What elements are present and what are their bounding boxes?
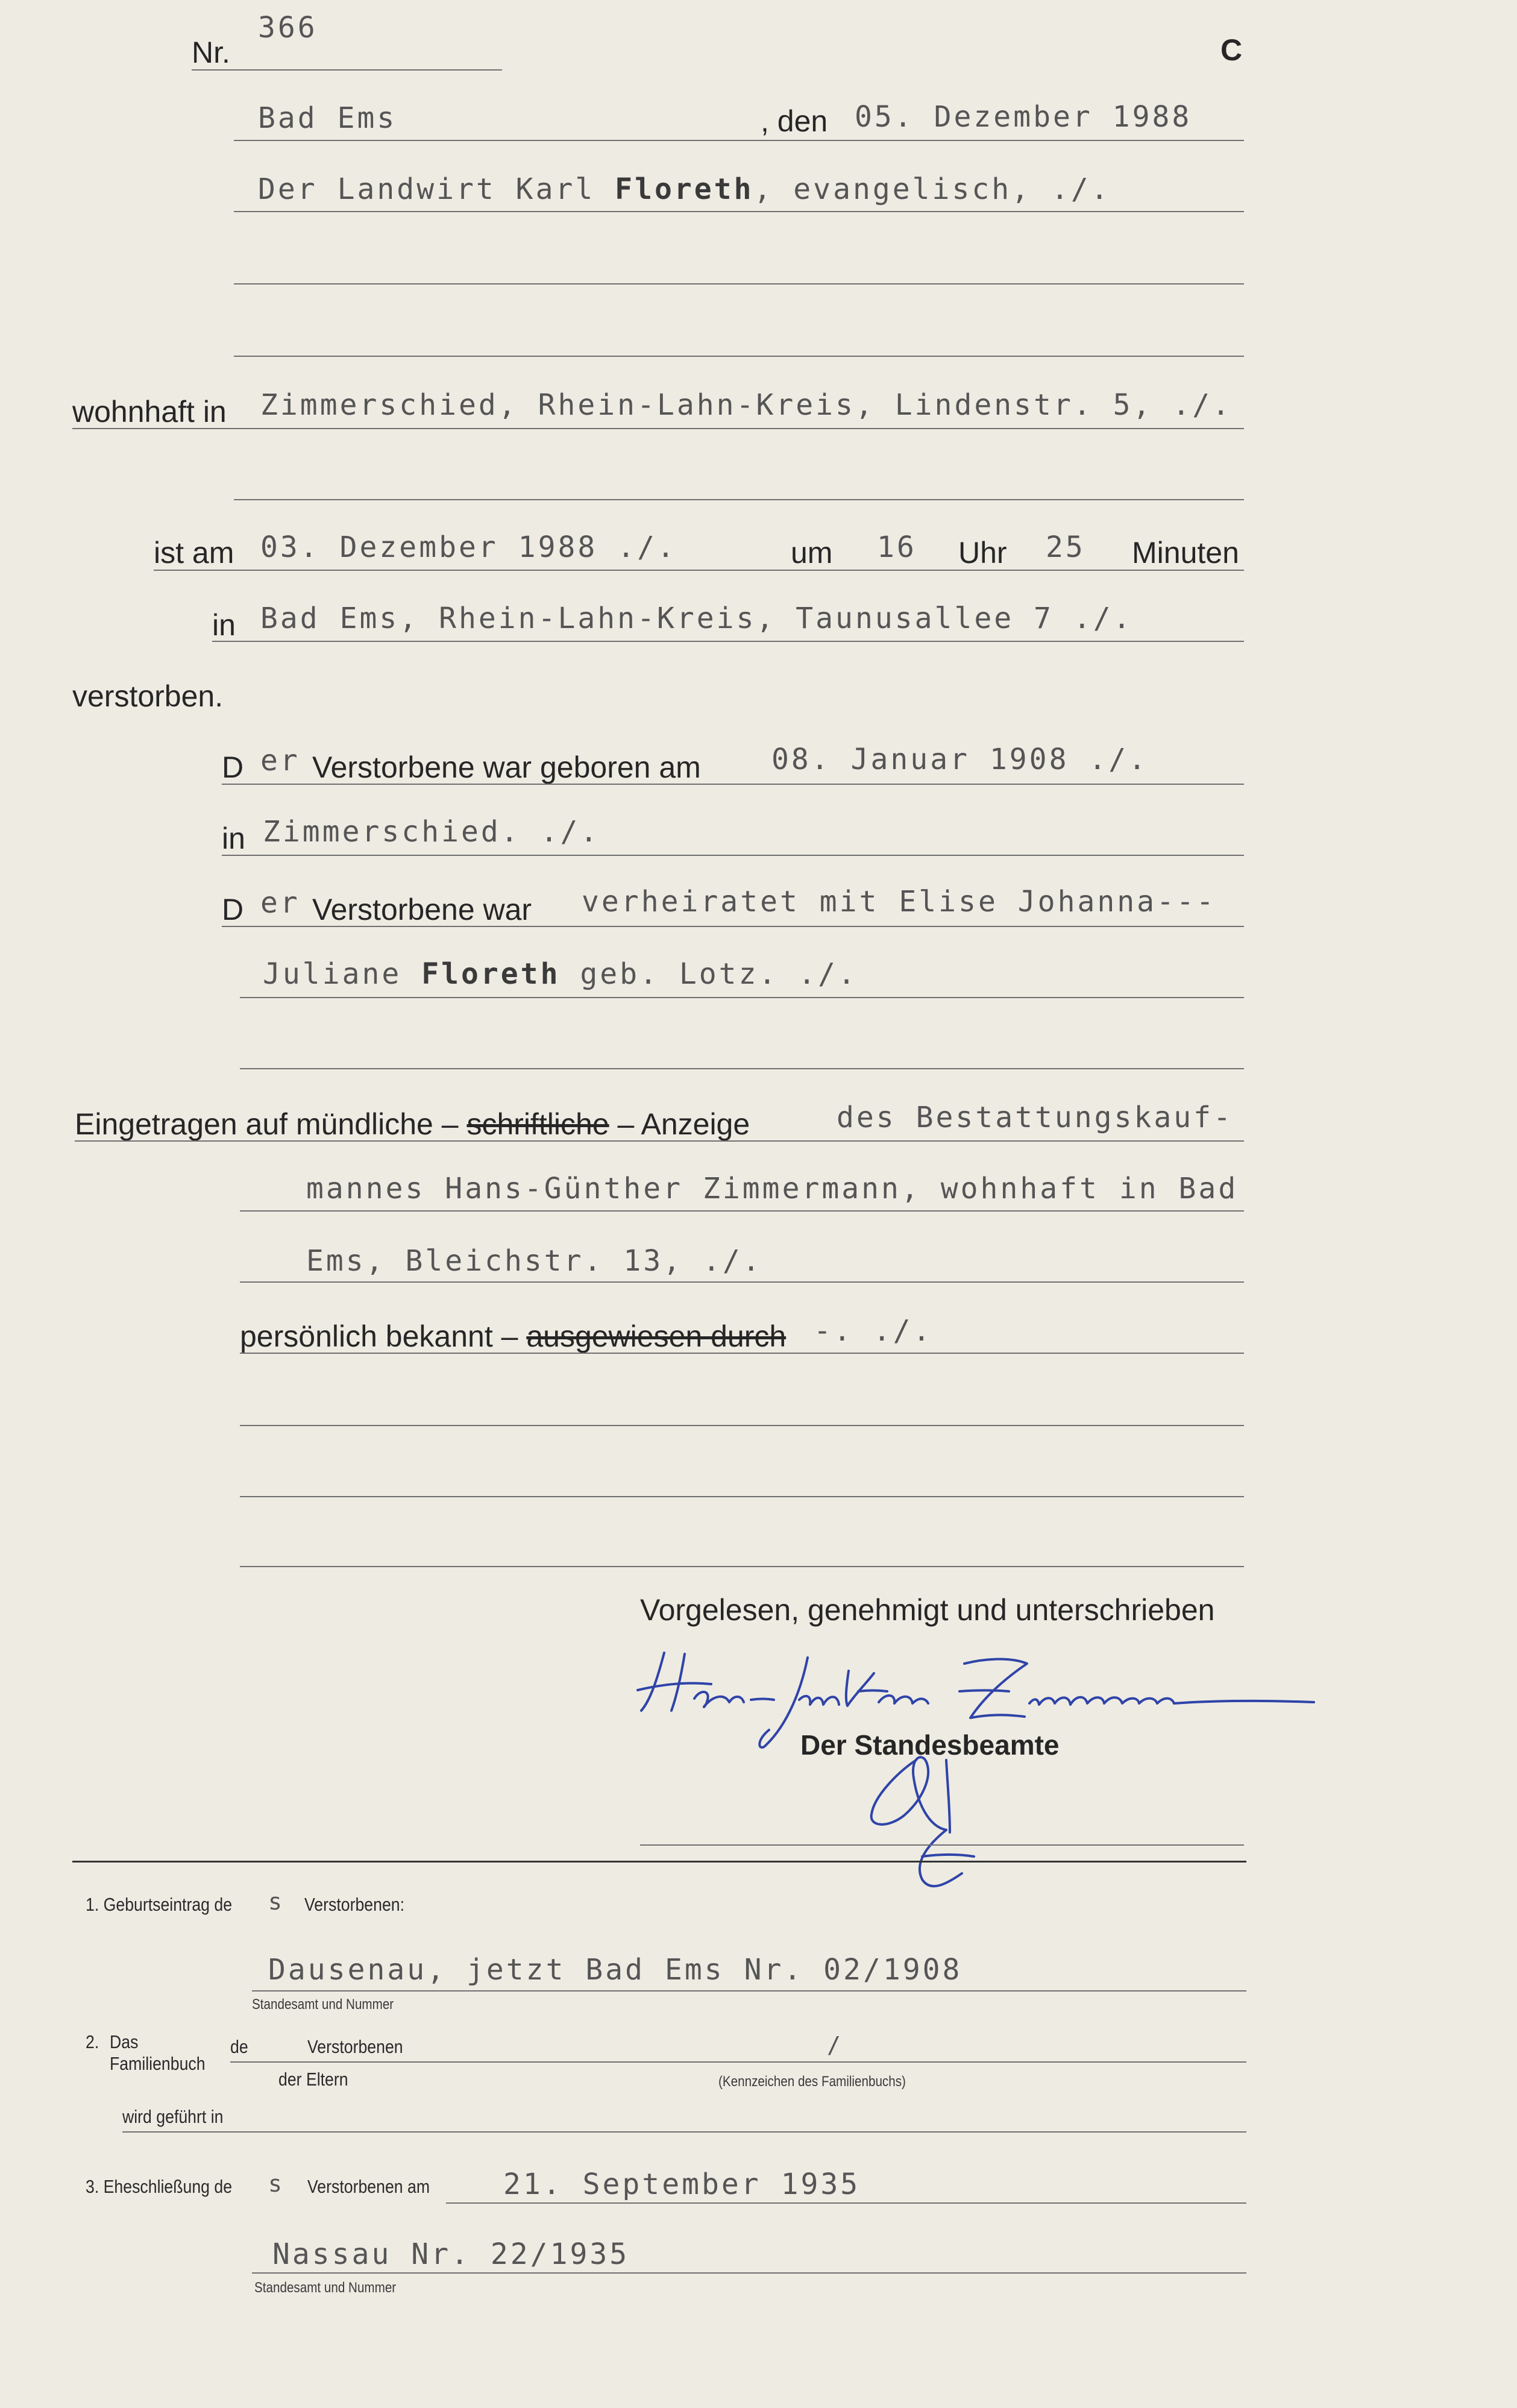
place-date-line (234, 140, 1244, 141)
marital-underline-1 (222, 926, 1244, 927)
identification-label (240, 1321, 786, 1351)
person-line-3 (234, 356, 1244, 357)
record-date: 05. Dezember 1988 (855, 100, 1192, 134)
birth-line (222, 784, 1244, 785)
family-book-line (230, 2061, 1246, 2063)
birth-entry-label: 1. Geburtseintrag de (86, 1894, 233, 1915)
deceased-description (258, 172, 1111, 206)
birth-er-typed: er (260, 744, 300, 778)
marriage-date-line (446, 2202, 1246, 2204)
kept-in-label: wird geführt in (122, 2106, 224, 2127)
registration-oral: Eingetragen auf mündliche – (75, 1107, 467, 1141)
birth-place-line (222, 855, 1244, 856)
identification-line (240, 1353, 1244, 1354)
registration-underline-3 (240, 1281, 1244, 1283)
marital-er-typed: er (260, 886, 300, 920)
identified-by-struck: ausgewiesen durch (526, 1319, 787, 1353)
death-place: Bad Ems, Rhein-Lahn-Kreis, Taunusallee 7 ./. (260, 602, 1133, 635)
spouse-suffix: geb. Lotz. ./. (560, 957, 858, 991)
marital-underline-3 (240, 1068, 1244, 1069)
residence-line-1 (72, 428, 1244, 429)
family-book-slash: / (827, 2032, 843, 2058)
family-book-deceased: Verstorbenen (307, 2036, 403, 2057)
marriage-date: 21. September 1935 (503, 2168, 861, 2201)
marriage-label-end: Verstorbenen am (307, 2176, 430, 2197)
family-book-number: 2. (86, 2031, 99, 2052)
record-number: 366 (258, 11, 318, 45)
kept-in-line (122, 2131, 1246, 2133)
birth-place: Zimmerschied. ./. (263, 815, 600, 849)
marriage-place-line (252, 2272, 1246, 2274)
identification-typed: -. ./. (814, 1314, 933, 1348)
registration-label (75, 1109, 750, 1139)
marital-label: Verstorbene war (312, 893, 532, 926)
spouse-surname: Floreth (421, 957, 561, 991)
residence-value: Zimmerschied, Rhein-Lahn-Kreis, Lindenstr. 5, ./. (260, 388, 1233, 422)
registrar-signature-line (640, 1844, 1244, 1846)
registration-underline-1 (75, 1140, 1244, 1142)
residence-line-2 (234, 499, 1244, 500)
death-date-label: ist am (154, 536, 234, 570)
marriage-place: Nassau Nr. 22/1935 (272, 2237, 630, 2271)
death-hour: 16 (877, 530, 917, 564)
registration-underline-2 (240, 1210, 1244, 1212)
family-book-label: Familienbuch (110, 2053, 206, 2074)
person-line-1 (234, 211, 1244, 212)
form-letter: C (1220, 33, 1243, 67)
birth-date: 08. Januar 1908 ./. (771, 743, 1149, 776)
informant-line-3: Ems, Bleichstr. 13, ./. (306, 1244, 762, 1278)
birth-entry-label-end: Verstorbenen: (304, 1894, 405, 1915)
registrar-label: Der Standesbeamte (800, 1729, 1060, 1761)
death-place-label: in (212, 608, 236, 642)
informant-line-1: des Bestattungskauf- (837, 1101, 1233, 1134)
birth-entry-line (252, 1990, 1246, 1991)
registrar-signature (856, 1736, 1000, 1905)
den-label: , den (761, 104, 828, 138)
death-minutes: 25 (1046, 530, 1085, 564)
family-book-de: de (230, 2036, 248, 2057)
verstorben-label: verstorben. (72, 679, 224, 713)
nr-underline (192, 69, 502, 71)
person-prefix: Der Landwirt Karl (258, 172, 615, 206)
blank-line-2 (240, 1496, 1244, 1497)
death-date: 03. Dezember 1988 ./. (260, 530, 677, 564)
marriage-label: 3. Eheschließung de (86, 2176, 233, 2197)
person-line-2 (234, 283, 1244, 284)
registration-written-struck: schriftliche (466, 1107, 609, 1141)
marriage-typed-s: s (268, 2171, 284, 2197)
birth-place-label: in (222, 822, 245, 855)
blank-line-1 (240, 1425, 1244, 1426)
uhr-label: Uhr (958, 536, 1007, 570)
death-place-line (212, 641, 1244, 642)
birth-entry-typed-s: s (268, 1888, 284, 1915)
birth-entry-value: Dausenau, jetzt Bad Ems Nr. 02/1908 (268, 1953, 963, 1987)
marital-underline-2 (240, 997, 1244, 998)
registration-notice: – Anzeige (609, 1107, 750, 1141)
um-label: um (791, 536, 833, 570)
residence-label: wohnhaft in (72, 395, 227, 429)
birth-d-label: D (222, 750, 244, 784)
death-date-line (154, 570, 1244, 571)
place-value: Bad Ems (258, 101, 397, 135)
marriage-caption: Standesamt und Nummer (254, 2280, 397, 2296)
minuten-label: Minuten (1132, 536, 1239, 570)
birth-entry-caption: Standesamt und Nummer (252, 1996, 394, 2013)
blank-line-3 (240, 1566, 1244, 1567)
person-suffix: , evangelisch, ./. (753, 172, 1111, 206)
birth-label: Verstorbene war geboren am (312, 750, 701, 784)
footer-separator (72, 1861, 1246, 1863)
personally-known: persönlich bekannt – (240, 1319, 527, 1353)
family-book-parents: der Eltern (278, 2069, 348, 2090)
marital-d-label: D (222, 893, 244, 926)
marital-line-2 (263, 957, 858, 991)
informant-line-2: mannes Hans-Günther Zimmermann, wohnhaft in Bad (306, 1172, 1239, 1206)
person-surname: Floreth (615, 172, 754, 206)
marital-line-1: verheiratet mit Elise Johanna--- (582, 885, 1216, 919)
nr-label: Nr. (192, 36, 230, 69)
spouse-first-names: Juliane (263, 957, 422, 991)
read-approved-signed: Vorgelesen, genehmigt und unterschrieben (640, 1593, 1215, 1627)
family-book-caption: (Kennzeichen des Familienbuchs) (718, 2073, 906, 2090)
family-book-das: Das (110, 2031, 139, 2052)
